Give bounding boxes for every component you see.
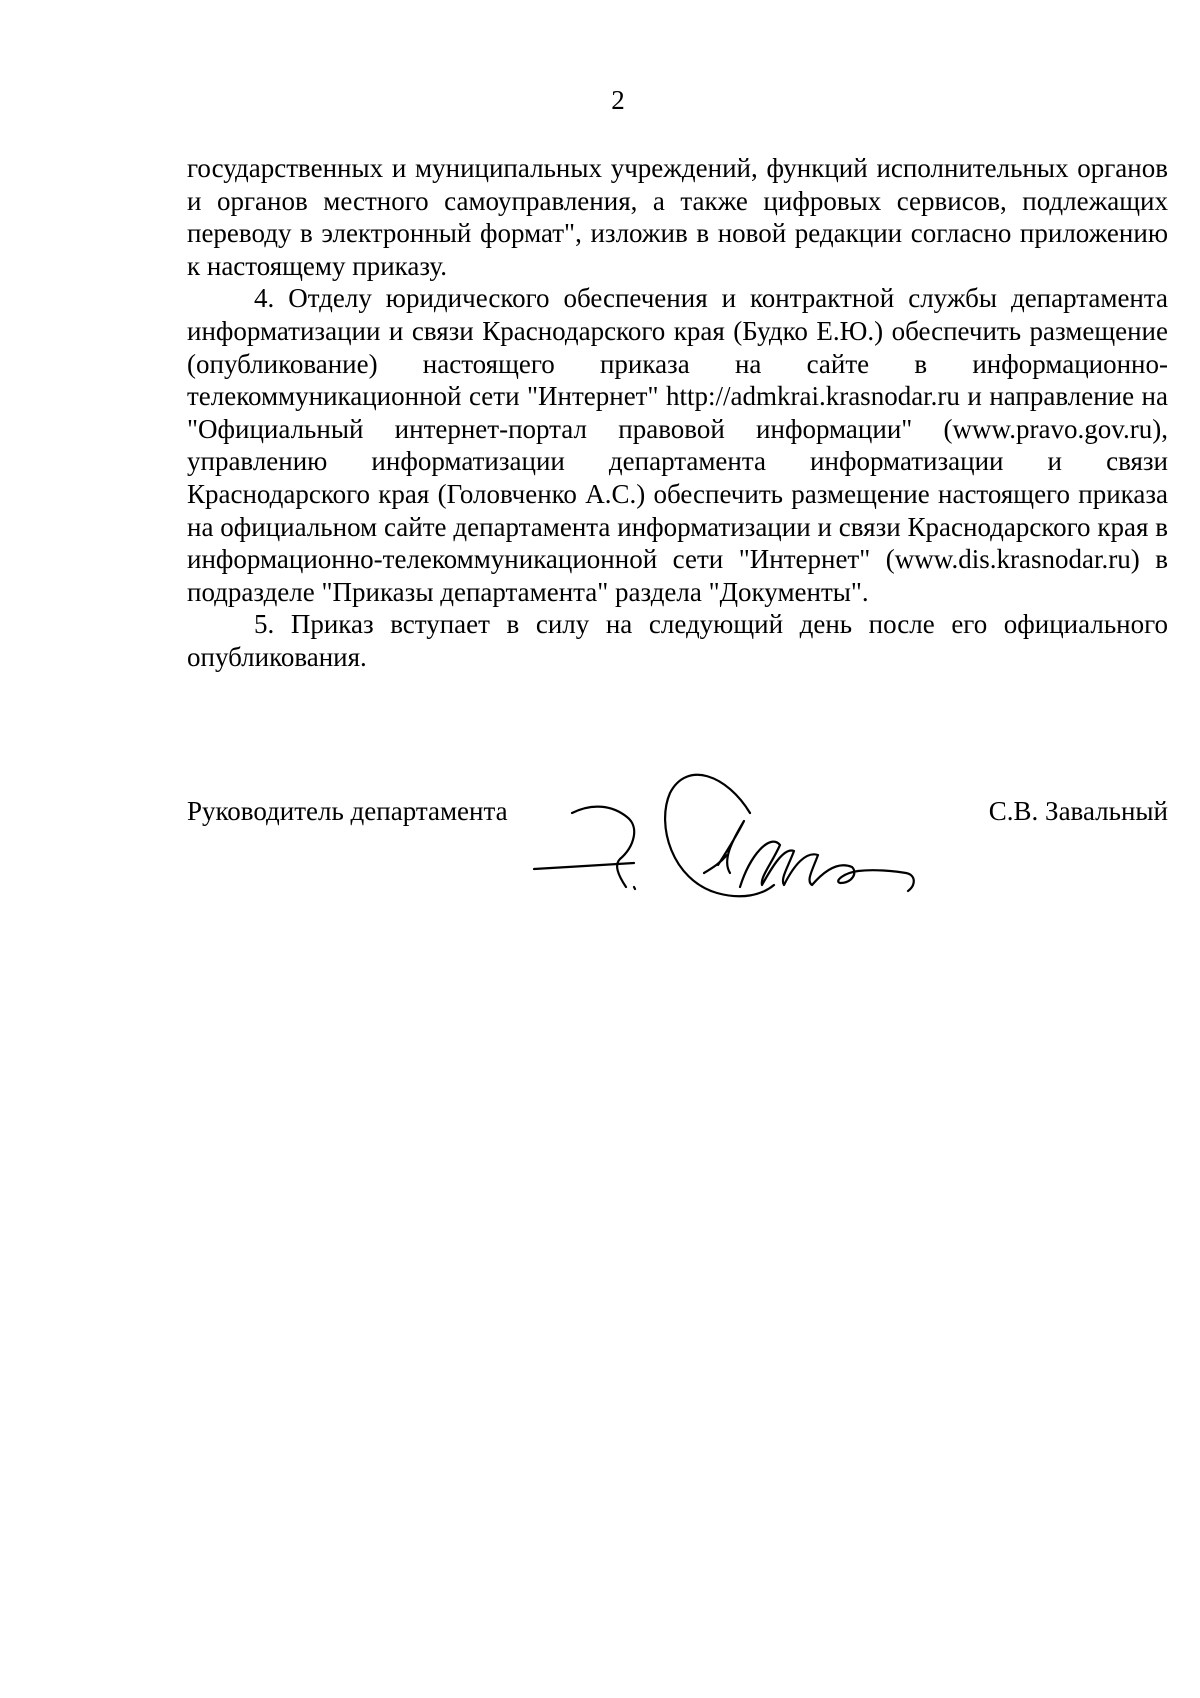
- signer-name: С.В. Завальный: [988, 796, 1168, 826]
- page-number: 2: [611, 85, 625, 115]
- document-body: [187, 152, 1168, 674]
- paragraph-item-5: 5. Приказ вступает в силу на следующий день после его официального опубликования.: [187, 609, 1168, 672]
- paragraph-item-4: 4. Отделу юридического обеспечения и контрактной службы департамента информатизации и связи Краснодарского края (Будко Е.Ю.) обеспечить размещение (опубликование) настоящего приказа на сайте в информационно-телекоммуникационной сети "Интернет" http://admkrai.krasnodar.ru и направление на "Официальный интернет-портал правовой информации" (www.pravo.gov.ru), управлению информатизации департамента информатизации и связи Краснодарского края (Головченко А.С.) обеспечить размещение настоящего приказа на официальном сайте департамента информатизации и связи Краснодарского края в информационно-телекоммуникационной сети "Интернет" (www.dis.krasnodar.ru) в подразделе "Приказы департамента" раздела "Документы".: [187, 283, 1168, 607]
- paragraph-continuation: государственных и муниципальных учреждений, функций исполнительных органов и органов местного самоуправления, а также цифровых сервисов, подлежащих переводу в электронный формат", изложив в новой редакции согласно приложению к настоящему приказу.: [187, 153, 1168, 281]
- handwritten-signature-icon: [522, 755, 942, 925]
- signer-position-title: Руководитель департамента: [187, 796, 508, 826]
- signature-block: [187, 795, 1168, 915]
